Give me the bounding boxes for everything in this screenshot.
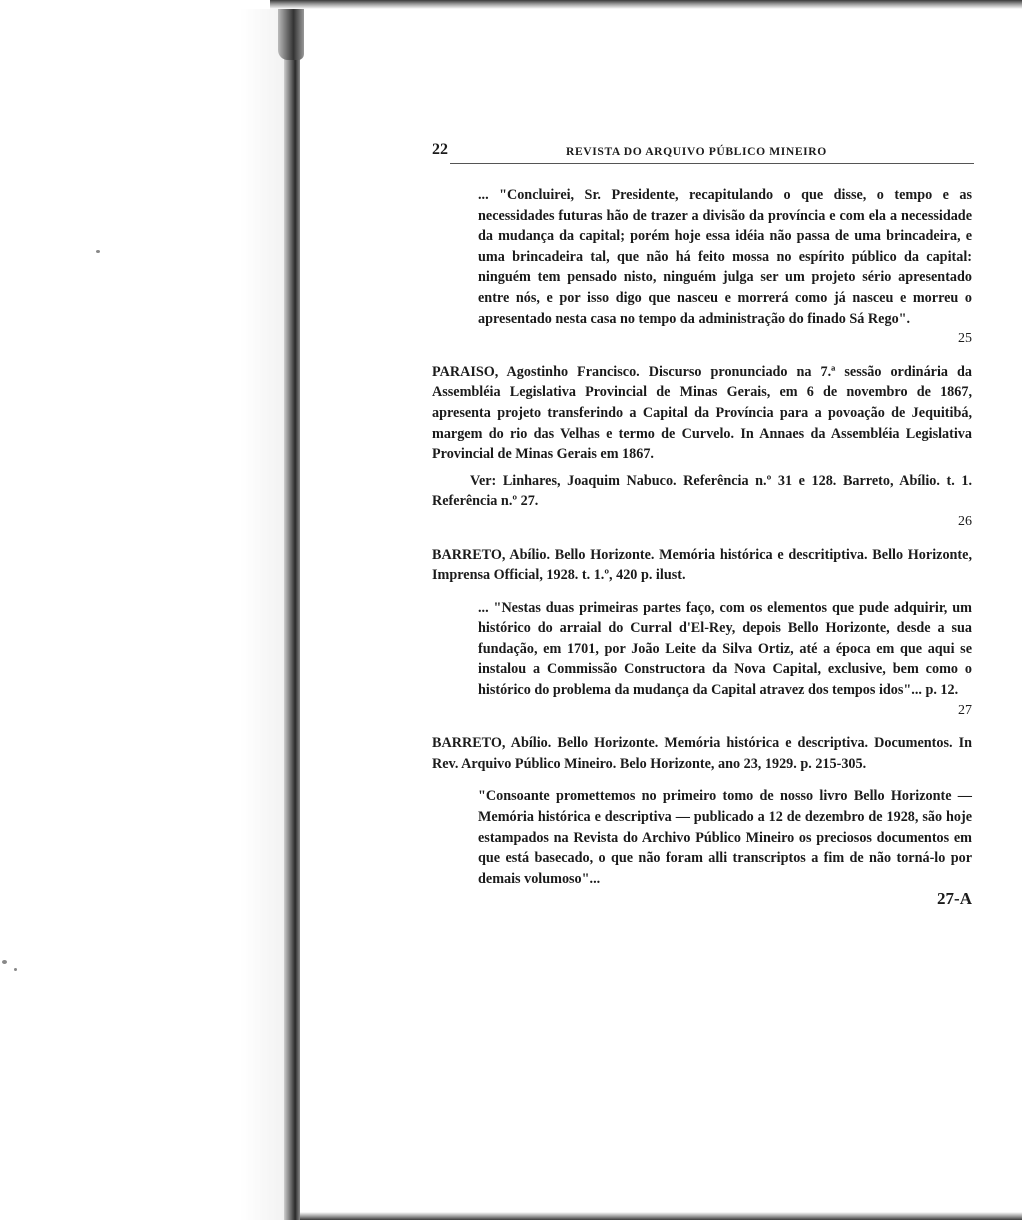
quote-block: "Consoante promettemos no primeiro tomo de nosso livro Bello Horizonte — Memória histórica e descriptiva — publicado a 12 de dezembro de 1928, são hoje estampados na Revista do Archivo Público Mineiro os preciosos documentos em que está basecado, o que não foram alli transcriptos a fim de não torná-lo por demais volumoso"... <box>478 788 972 887</box>
page-top-edge-gap <box>0 0 270 9</box>
quote-block: ... "Concluirei, Sr. Presidente, recapitulando o que disse, o tempo e as necessidades futuras hão de trazer a divisão da província e com ela a necessidade da mudança da capital; porém hoje essa idéia não passa de uma brincadeira, e uma brincadeira tal, que não há feito mossa no espírito público da capital: ninguém tem pensado nisto, ninguém julga ser um projeto sério apresentado entre nós, e por isso digo que nasceu e morrerá como já nasceu e morreu o apresentado nesta casa no tempo da administração do finado Sá Rego". <box>478 187 972 327</box>
citation: PARAISO, Agostinho Francisco. Discurso pronunciado na 7.ª sessão ordinária da Assembléia Legislativa Provincial de Minas Gerais, em 6 de novembro de 1867, apresenta projeto transferindo a Capital da Província para a povoação de Jequitibá, margem do rio das Velhas e termo de Curvelo. In Annaes da Assembléia Legislativa Provincial de Minas Gerais em 1867. <box>432 363 972 463</box>
reference-number: 27-A <box>937 889 972 909</box>
page-bottom-edge <box>300 1212 1022 1220</box>
see-also: Ver: Linhares, Joaquim Nabuco. Referência n.º 31 e 128. Barreto, Abílio. t. 1. Referência n.º 27. <box>432 472 972 510</box>
book-gutter-shadow <box>284 0 300 1220</box>
page-header <box>432 140 972 162</box>
scan-speck <box>14 968 17 971</box>
header-rule <box>450 163 974 164</box>
book-gutter-top <box>278 0 304 60</box>
citation: BARRETO, Abílio. Bello Horizonte. Memória histórica e descriptiva. Documentos. In Rev. Arquivo Público Mineiro. Belo Horizonte, ano 23, 1929. p. 215-305. <box>432 735 972 772</box>
quote-block: ... "Nestas duas primeiras partes faço, com os elementos que pude adquirir, um histórico do arraial do Curral d'El-Rey, depois Bello Horizonte, desde a sua fundação, em 1701, por João Leite da Silva Ortiz, até a época em que aqui se instalou a Commissão Constructora da Nova Capital, exclusive, bem como o histórico do problema da mudança da Capital atravez dos tempos idos"... p. 12. <box>478 599 972 699</box>
citation: BARRETO, Abílio. Bello Horizonte. Memória histórica e descritiptiva. Bello Horizonte, Imprensa Official, 1928. t. 1.º, 420 p. ilust. <box>432 546 972 584</box>
running-title: REVISTA DO ARQUIVO PÚBLICO MINEIRO <box>566 145 827 158</box>
page-number: 22 <box>432 141 448 158</box>
reference-number: 27 <box>958 702 972 718</box>
reference-number: 26 <box>958 513 972 529</box>
scan-speck <box>96 250 100 253</box>
scan-speck <box>2 960 7 964</box>
book-page <box>432 140 972 910</box>
facing-page-margin <box>0 0 300 1220</box>
reference-number: 25 <box>958 331 972 347</box>
